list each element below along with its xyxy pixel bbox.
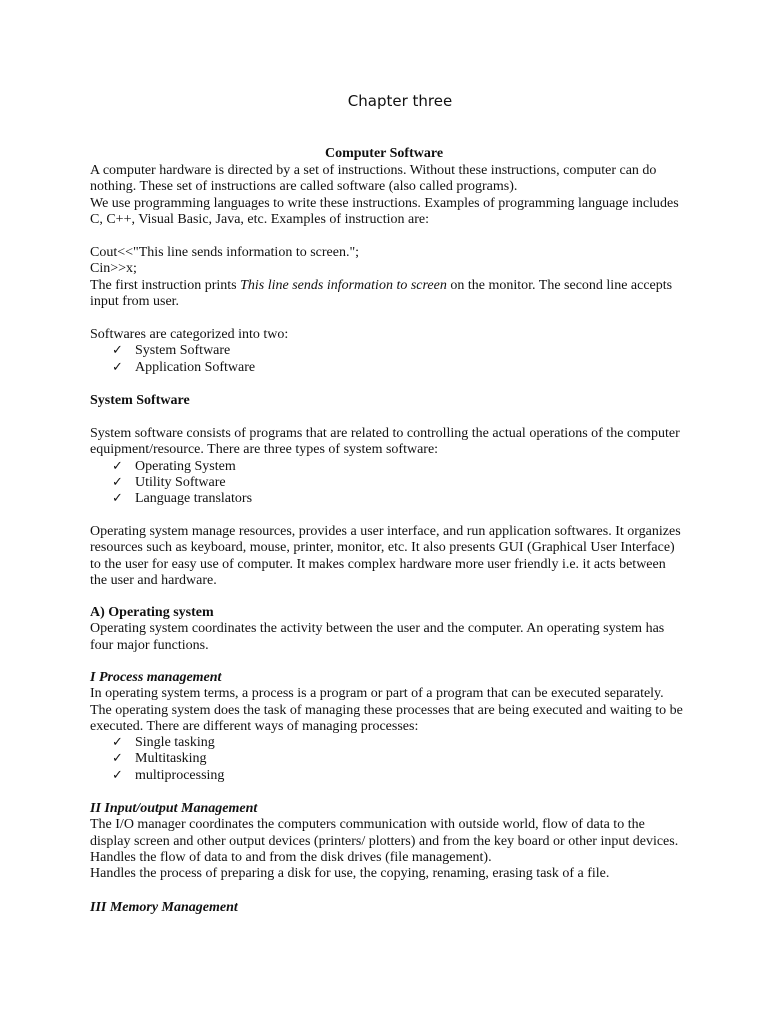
list-item-label: Operating System — [135, 458, 236, 474]
io-management-line: The I/O manager coordinates the computers communication with outside world, flow of data to the — [90, 817, 645, 833]
system-software-section — [90, 426, 690, 507]
checkmark-icon: ✓ — [112, 458, 123, 474]
section-title: Computer Software — [324, 146, 444, 161]
first-instruction-post: on the monitor. The second line accepts — [446, 278, 673, 293]
list-item-label: Multitasking — [135, 751, 207, 767]
system-software-line: equipment/resource. There are three types of system software: — [90, 442, 439, 458]
checkmark-icon: ✓ — [112, 735, 123, 751]
checkmark-icon: ✓ — [112, 474, 123, 490]
list-item-label: Language translators — [135, 491, 253, 507]
memory-management-heading: III Memory Management — [90, 900, 238, 915]
intro-line: C, C++, Visual Basic, Java, etc. Examples of instruction are: — [90, 211, 429, 227]
system-software-heading: System Software — [90, 393, 190, 408]
categories-list — [90, 343, 690, 376]
operating-system-line: Operating system coordinates the activity between the user and the computer. An operating system has — [90, 621, 665, 637]
process-management-section — [90, 670, 690, 784]
operating-system-heading: A) Operating system — [90, 605, 214, 620]
code-line: Cout<<"This line sends information to screen."; — [90, 245, 360, 260]
os-paragraph-line: the user and hardware. — [90, 572, 217, 588]
list-item — [90, 751, 690, 767]
list-item-label: Utility Software — [135, 474, 226, 490]
system-software-line: System software consists of programs that are related to controlling the actual operations of the computer — [90, 426, 680, 441]
operating-system-line: four major functions. — [90, 637, 209, 653]
categories-intro: Softwares are categorized into two: — [90, 327, 289, 342]
list-item — [90, 475, 690, 491]
process-management-line: In operating system terms, a process is a program or part of a program that can be executed separately. — [90, 686, 664, 702]
io-management-line: Handles the process of preparing a disk for use, the copying, renaming, erasing task of a file. — [90, 866, 610, 882]
chapter-title: Chapter three — [347, 92, 453, 110]
operating-system-section — [90, 605, 690, 654]
code-example — [90, 245, 690, 278]
checkmark-icon: ✓ — [112, 343, 123, 359]
first-instruction-pre: The first instruction prints — [90, 278, 241, 293]
list-item — [90, 360, 690, 376]
first-instruction-line2: input from user. — [90, 294, 180, 310]
os-paragraph-line: resources such as keyboard, mouse, printer, monitor, etc. It also presents GUI (Graphical User Interface) — [90, 540, 675, 556]
io-management-line: display screen and other output devices (printers/ plotters) and from the key board or other input devices. — [90, 833, 679, 849]
list-item — [90, 768, 690, 784]
io-management-heading: II Input/output Management — [90, 801, 258, 816]
first-instruction-italic: This line sends information to screen — [240, 278, 447, 293]
intro-line: We use programming languages to write these instructions. Examples of programming language includes — [90, 195, 679, 211]
code-line: Cin>>x; — [90, 261, 137, 277]
list-item-label: multiprocessing — [135, 767, 225, 783]
process-management-list — [90, 735, 690, 784]
os-paragraph-line: to the user for easy use of computer. It makes complex hardware more user friendly i.e. it acts between — [90, 556, 666, 572]
list-item — [90, 491, 690, 507]
list-item — [90, 735, 690, 751]
list-item-label: System Software — [135, 343, 231, 359]
process-management-line: executed. There are different ways of managing processes: — [90, 718, 419, 734]
checkmark-icon: ✓ — [112, 767, 123, 783]
process-management-heading: I Process management — [90, 670, 222, 685]
checkmark-icon: ✓ — [112, 491, 123, 507]
first-instruction-paragraph — [90, 278, 690, 311]
categories-section — [90, 327, 690, 376]
checkmark-icon: ✓ — [112, 359, 123, 375]
list-item-label: Application Software — [135, 359, 256, 375]
checkmark-icon: ✓ — [112, 751, 123, 767]
intro-line: A computer hardware is directed by a set of instructions. Without these instructions, computer can do — [90, 163, 657, 178]
os-paragraph — [90, 524, 690, 589]
first-instruction-line — [90, 278, 690, 294]
list-item-label: Single tasking — [135, 735, 215, 751]
list-item — [90, 459, 690, 475]
io-management-line: Handles the flow of data to and from the disk drives (file management). — [90, 849, 492, 865]
intro-line: nothing. These set of instructions are called software (also called programs). — [90, 179, 518, 195]
os-paragraph-line: Operating system manage resources, provides a user interface, and run application softwares. It organizes — [90, 524, 681, 539]
process-management-line: The operating system does the task of managing these processes that are being executed and waiting to be — [90, 702, 683, 718]
intro-paragraph — [90, 163, 690, 228]
system-software-list — [90, 459, 690, 508]
io-management-section — [90, 801, 690, 882]
list-item — [90, 343, 690, 359]
